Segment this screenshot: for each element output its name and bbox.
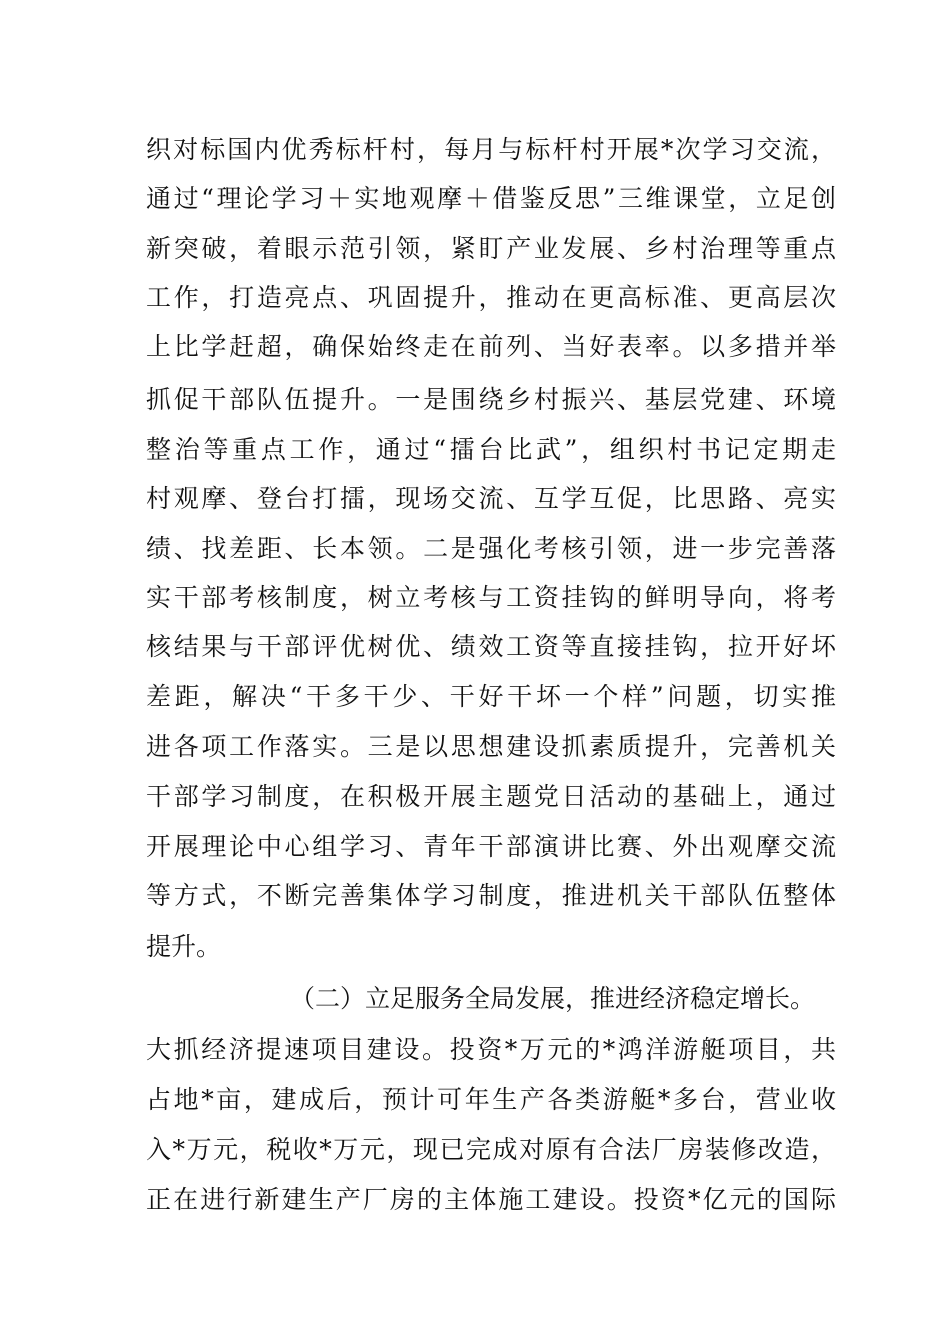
text-line: 上比学赶超，确保始终走在前列、当好表率。以多措并举 bbox=[146, 332, 836, 361]
text-line: 工作，打造亮点、巩固提升，推动在更高标准、更高层次 bbox=[146, 283, 836, 312]
text-line: 正在进行新建生产厂房的主体施工建设。投资*亿元的国际 bbox=[146, 1185, 836, 1214]
text-line: 大抓经济提速项目建设。投资*万元的*鸿洋游艇项目，共 bbox=[146, 1035, 836, 1064]
text-line: 核结果与干部评优树优、绩效工资等直接挂钩，拉开好坏 bbox=[146, 632, 836, 661]
text-line: 整治等重点工作，通过“擂台比武”，组织村书记定期走 bbox=[146, 435, 836, 464]
text-line: 通过“理论学习＋实地观摩＋借鉴反思”三维课堂，立足创 bbox=[146, 184, 836, 213]
section-heading: （二）立足服务全局发展，推进经济稳定增长。 bbox=[290, 984, 816, 1013]
text-line: 绩、找差距、长本领。二是强化考核引领，进一步完善落 bbox=[146, 534, 836, 563]
text-line: 干部学习制度，在积极开展主题党日活动的基础上，通过 bbox=[146, 782, 836, 811]
text-line: 新突破，着眼示范引领，紧盯产业发展、乡村治理等重点 bbox=[146, 234, 836, 263]
text-line: 织对标国内优秀标杆村，每月与标杆村开展*次学习交流， bbox=[146, 135, 836, 164]
text-line: 抓促干部队伍提升。一是围绕乡村振兴、基层党建、环境 bbox=[146, 385, 836, 414]
text-line: 差距，解决“干多干少、干好干坏一个样”问题，切实推 bbox=[146, 682, 836, 711]
text-line: 等方式，不断完善集体学习制度，推进机关干部队伍整体 bbox=[146, 881, 836, 910]
text-line: 占地*亩，建成后，预计可年生产各类游艇*多台，营业收 bbox=[146, 1085, 836, 1114]
text-line: 提升。 bbox=[146, 932, 222, 961]
text-line: 村观摩、登台打擂，现场交流、互学互促，比思路、亮实 bbox=[146, 484, 836, 513]
text-line: 入*万元，税收*万元，现已完成对原有合法厂房装修改造， bbox=[146, 1135, 836, 1164]
text-line: 开展理论中心组学习、青年干部演讲比赛、外出观摩交流 bbox=[146, 832, 836, 861]
text-line: 实干部考核制度，树立考核与工资挂钩的鲜明导向，将考 bbox=[146, 583, 836, 612]
text-line: 进各项工作落实。三是以思想建设抓素质提升，完善机关 bbox=[146, 732, 836, 761]
